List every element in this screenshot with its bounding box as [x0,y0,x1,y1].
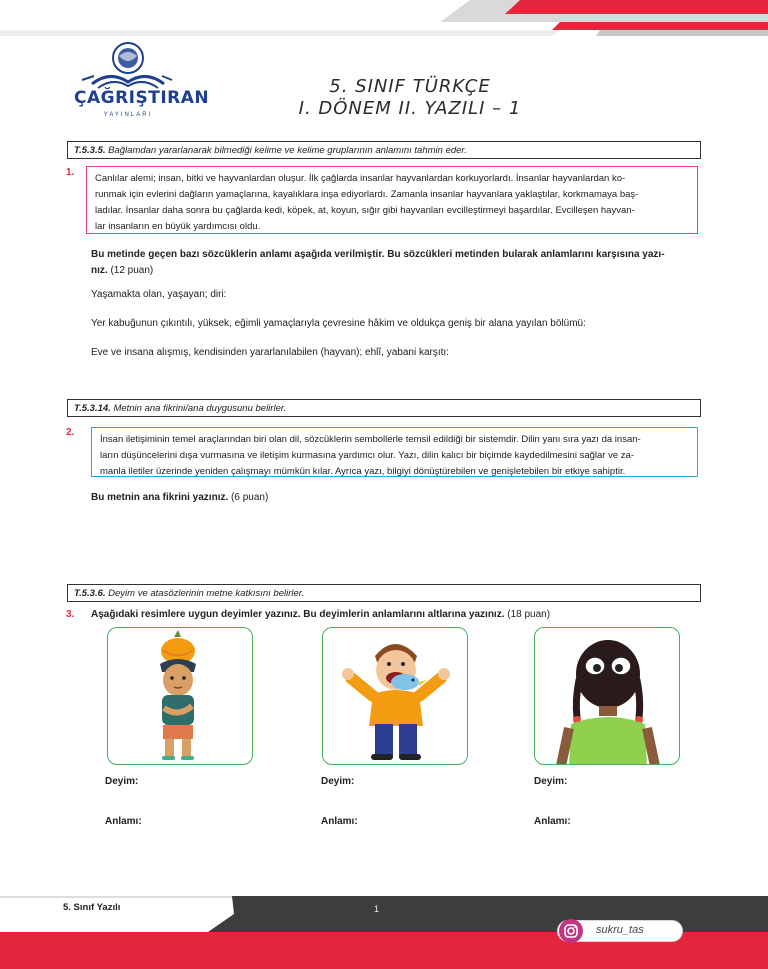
q2-points: (6 puan) [231,492,269,503]
q1-number: 1. [66,167,75,178]
illustration-card-1 [107,627,253,765]
card-2-deyim-label: Deyim: [321,776,355,787]
card-3-anlam-label: Anlamı: [534,816,571,827]
q3-points: (18 puan) [507,609,551,620]
footer-label: 5. Sınıf Yazılı [63,902,121,913]
q1-passage-line: runmak için evlerini dağların yamaçlarına, kayalıklara inşa ediyorlardı. Zamanla insanlar hayvanlara yaklaştılar, korkmamaya baş- [95,189,639,200]
q1-points: (12 puan) [110,265,154,276]
q1-definition-3: Eve ve insana alışmış, kendisinden yararlanılabilen (hayvan); ehlî, yabani karşıtı: [91,347,449,358]
q1-objective [67,141,701,159]
q1-definition-1: Yaşamakta olan, yaşayan; diri: [91,289,227,300]
q1-objective-text: Bağlamdan yararlanarak bilmediği kelime ve kelime gruplarının anlamını tahmin eder. [108,145,467,156]
q2-number: 2. [66,427,75,438]
instagram-icon [558,918,584,944]
q2-objective-code: T.5.3.14. [74,403,111,414]
q3-instruction [91,607,550,623]
exam-title-line-2: I. DÖNEM II. YAZILI – 1 [298,98,522,119]
q2-objective [67,399,701,417]
page-number: 1 [374,904,380,914]
illustration-card-2 [322,627,468,765]
q3-number: 3. [66,609,75,620]
card-1-anlam-label: Anlamı: [105,816,142,827]
q1-objective-code: T.5.3.5. [74,145,106,156]
q3-objective-code: T.5.3.6. [74,588,106,599]
q1-passage-line: ladılar. İnsanlar daha sonra bu çağlarda kedi, köpek, at, koyun, sığır gibi hayvanları evcilleştirmeyi başardılar. Evcilleşen hayvan- [95,205,635,216]
q1-definition-2: Yer kabuğunun çıkıntılı, yüksek, eğimli yamaçlarıyla çevresine hâkim ve oldukça geniş bir alana yayılan bölümü: [91,318,586,329]
q1-passage-box [86,166,698,234]
q2-passage-line: ların düşüncelerini dışa vurmasına ve iletişim kurmasına yardımcı olur. Yazı, dilin kalıcı bir biçimde kaydedilmesini sağlar ve za- [100,450,634,461]
boy-bird-illustration [323,628,468,765]
q2-objective-text: Metnin ana fikrini/ana duygusunu belirler. [113,403,287,414]
q2-instruction-bold: Bu metnin ana fikrini yazınız. [91,492,229,503]
card-2-anlam-label: Anlamı: [321,816,358,827]
instagram-handle: sukru_tas [596,924,644,936]
brand-name: ÇAĞRIŞTIRAN [74,88,210,108]
q2-instruction [91,490,268,506]
q1-instruction [91,247,706,279]
q2-passage-line: İnsan iletişiminin temel araçlarından biri olan dil, sözcüklerin sembollerle temsil edildiği bir sistemdir. Dilin yanı sıra yazı da insan- [100,434,641,445]
q1-instruction-bold-end: nız. [91,265,108,276]
brand-subtitle: YAYINLARI [103,112,153,118]
card-1-deyim-label: Deyim: [105,776,139,787]
q1-passage-line: lar insanların en büyük yardımcısı oldu. [95,221,261,232]
q3-instruction-bold: Aşağıdaki resimlere uygun deyimler yazınız. Bu deyimlerin anlamlarını altlarına yazınız. [91,609,505,620]
card-3-deyim-label: Deyim: [534,776,568,787]
q3-objective [67,584,701,602]
q2-passage-line: manla iletiler üzerinde yeniden çalışmayı mümkün kılar. Ayrıca yazı, bilgiyi dönüştürebilen ve genişletebilen bir etkiye sahiptir. [100,466,626,477]
girl-back-eyes-illustration [535,628,680,765]
child-pumpkin-illustration [108,628,253,765]
header-decor-band [0,0,768,36]
publisher-logo [72,40,210,122]
q1-instruction-bold: Bu metinde geçen bazı sözcüklerin anlamı aşağıda verilmiştir. Bu sözcükleri metinden bularak anlamlarını karşısına yazı- [91,249,665,260]
exam-title-line-1: 5. SINIF TÜRKÇE [329,76,491,97]
q2-passage-box [91,427,698,477]
q3-objective-text: Deyim ve atasözlerinin metne katkısını belirler. [108,588,305,599]
illustration-card-3 [534,627,680,765]
q1-passage-line: Canlılar alemi; insan, bitki ve hayvanlardan oluşur. İlk çağlarda insanlar hayvanlardan korkuyorlardı. İnsanlar hayvanlardan ko- [95,173,626,184]
